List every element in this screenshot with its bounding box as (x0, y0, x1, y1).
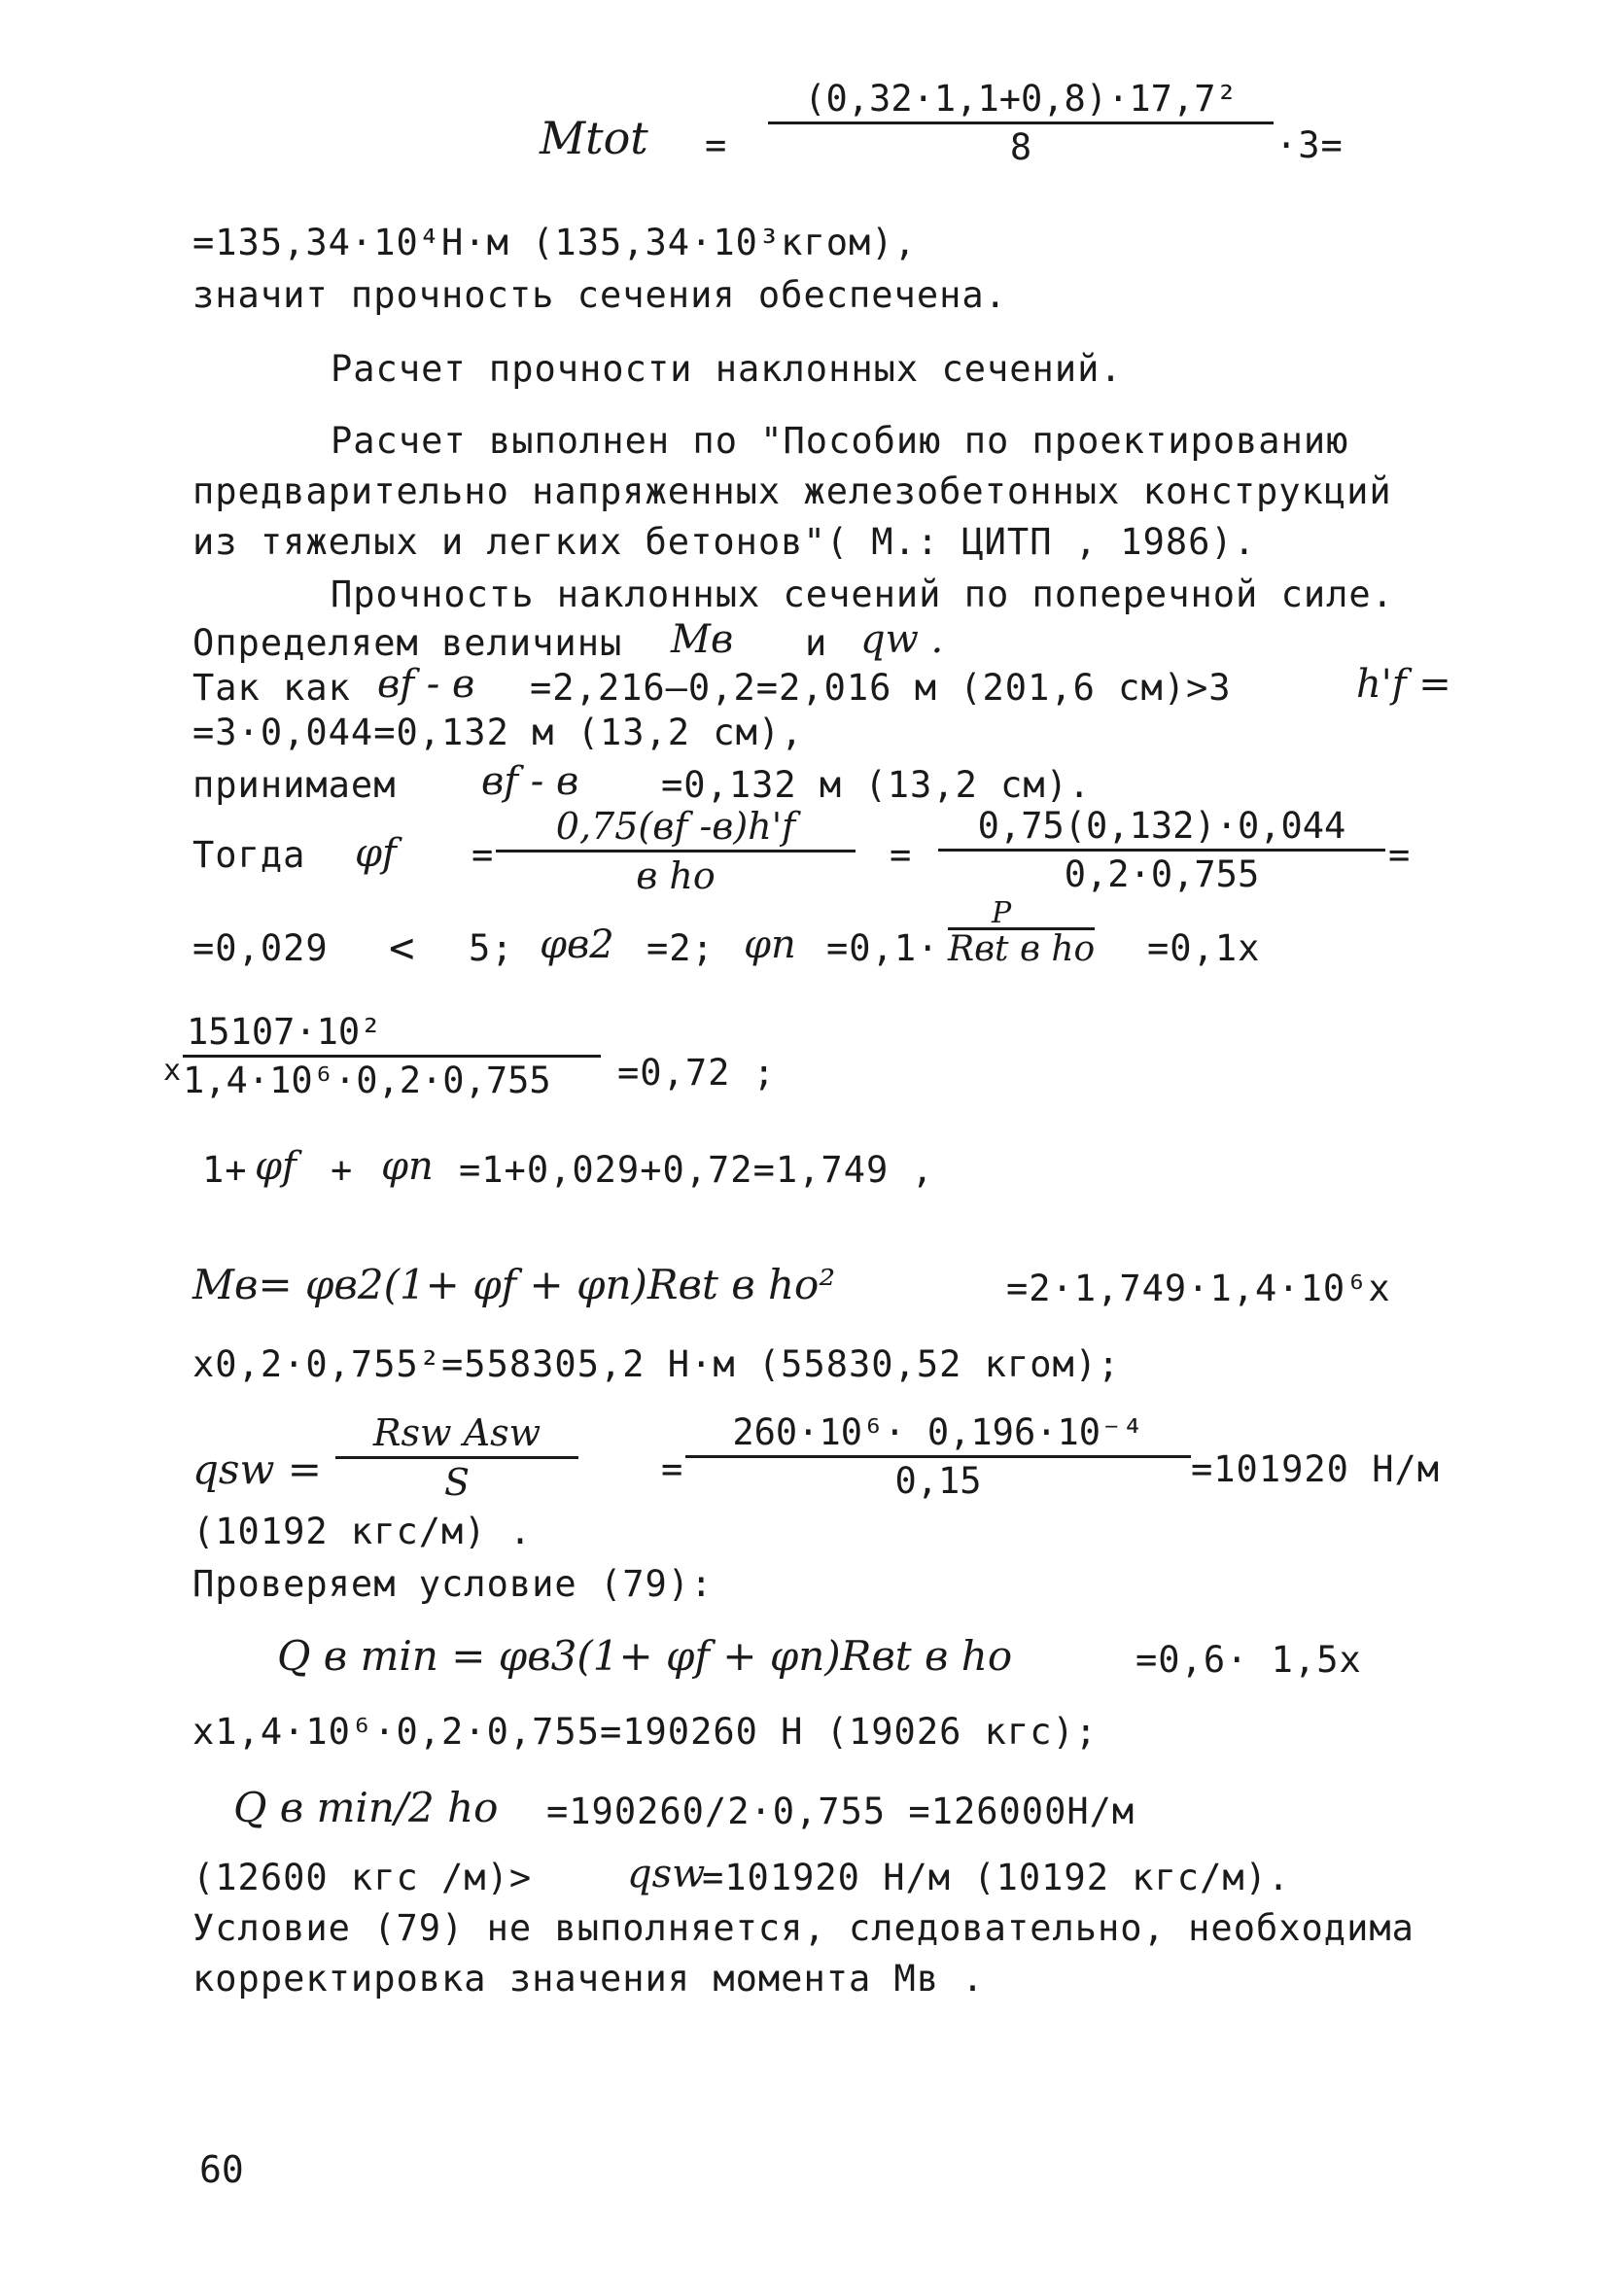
sum-phi-f: φf (255, 1144, 297, 1189)
section-title: Расчет прочности наклонных сечений. (331, 348, 1123, 390)
phi-f-tail: = (1388, 834, 1412, 876)
sum-a: 1+ (202, 1149, 248, 1191)
mtot-numerator: (0,32·1,1+0,8)·17,7² (768, 78, 1274, 124)
phi-n-symbol: φn (744, 922, 796, 967)
qratio-qsw: qsw (627, 1852, 706, 1896)
since-line-2: =3·0,044=0,132 м (13,2 см), (192, 712, 804, 753)
qratio-line-2-b: =101920 Н/м (10192 кгс/м). (702, 1857, 1291, 1898)
phi-f-eq2: = (890, 834, 913, 876)
phi-f-den-2: 0,2·0,755 (1064, 853, 1260, 895)
subsection-title: Прочность наклонных сечений по поперечной силе. (331, 574, 1394, 615)
mtot-symbol: Mtot (540, 112, 648, 164)
mtot-result: =135,34·10⁴Н·м (135,34·10³кгом), (192, 222, 917, 263)
qsw-lhs: qsw = (192, 1445, 322, 1493)
sum-phi-n: φn (381, 1144, 434, 1189)
conclusion-line-1: Условие (79) не выполняется, следовательно, необходима (192, 1907, 1415, 1949)
since-hf: h'f = (1356, 662, 1451, 707)
qratio-formula: Q в min/2 hо (233, 1784, 499, 1831)
phi-f-prefix: Тогда (192, 834, 306, 876)
qsw-den-2: 0,15 (894, 1460, 982, 1502)
check-line: Проверяем условие (79): (192, 1563, 714, 1605)
mb-line-2: x0,2·0,755²=558305,2 Н·м (55830,52 кгом); (192, 1343, 1121, 1385)
source-note-line-1: Расчет выполнен по "Пособию по проектированию (331, 420, 1349, 462)
define-qw: qw . (860, 617, 944, 662)
define-text: Определяем величины (192, 622, 623, 664)
phi-f-fraction-1 (496, 805, 856, 897)
qratio-rest: =190260/2·0,755 =126000Н/м (546, 1791, 1135, 1832)
phi-line-a: =0,029 (192, 927, 329, 969)
phi-line-lt: < (389, 923, 416, 973)
source-note-line-3: из тяжелых и легких бетонов"( М.: ЦИТП , 1986). (192, 521, 1256, 563)
phi-line-c: =2; (646, 927, 715, 969)
qsw-num-1: Rsw Asw (335, 1411, 578, 1459)
phi-line-p: P (992, 896, 1012, 930)
phi-b2-symbol: φв2 (540, 922, 614, 967)
sum-plus: + (331, 1149, 354, 1191)
mtot-denominator: 8 (1009, 126, 1032, 168)
page-number: 60 (199, 2148, 244, 2191)
phi-f-eq1: = (472, 834, 495, 876)
mtot-fraction (768, 78, 1274, 168)
qsw-result: =101920 Н/м (1191, 1448, 1441, 1490)
phi-f-num-2: 0,75(0,132)·0,044 (938, 805, 1385, 852)
phi-f-symbol: φf (355, 831, 397, 876)
qsw-den-1: S (443, 1461, 471, 1504)
qsw-kgs: (10192 кгс/м) . (192, 1511, 533, 1552)
mb-formula: Мв= φв2(1+ φf + φn)Rвt в hо² (192, 1261, 836, 1308)
phi-f-fraction-2 (938, 805, 1385, 895)
since-prefix: Так как (192, 667, 351, 709)
conclusion-line-2: корректировка значения момента Мв . (192, 1958, 985, 2000)
qbmin-line-2: x1,4·10⁶·0,2·0,755=190260 Н (19026 кгс); (192, 1711, 1099, 1753)
qsw-num-2: 260·10⁶· 0,196·10⁻⁴ (685, 1411, 1191, 1458)
qbmin-rest: =0,6· 1,5x (1135, 1639, 1362, 1681)
qsw-fraction-1 (335, 1411, 578, 1504)
phin-den: 1,4·10⁶·0,2·0,755 (183, 1060, 551, 1101)
mtot-tail: ·3= (1275, 124, 1344, 166)
phin-result: =0,72 ; (617, 1052, 776, 1094)
phi-f-den-1: в hо (636, 854, 716, 897)
since-rest: =2,216–0,2=2,016 м (201,6 см)>3 (530, 667, 1232, 709)
phin-fraction (183, 1011, 601, 1101)
phi-f-num-1: 0,75(вf -в)h'f (496, 805, 856, 852)
accept-prefix: принимаем (192, 764, 397, 806)
phi-line-d: =0,1· (826, 927, 940, 969)
source-note-line-2: предварительно напряженных железобетонных конструкций (192, 470, 1392, 512)
define-and: и (805, 622, 828, 664)
phin-x: x (163, 1054, 183, 1088)
phi-line-f: =0,1x (1147, 927, 1261, 969)
qsw-fraction-2 (685, 1411, 1191, 1502)
phi-line-b: 5; (469, 927, 514, 969)
qbmin-formula: Q в min = φв3(1+ φf + φn)Rвt в hо (277, 1632, 1013, 1680)
phin-num: 15107·10² (183, 1011, 601, 1058)
phi-line-e: Rвt в hо (948, 929, 1096, 969)
qsw-eq: = (661, 1448, 684, 1490)
define-mb: Мв (671, 617, 734, 662)
mb-rest: =2·1,749·1,4·10⁶x (1006, 1268, 1391, 1309)
sum-rest: =1+0,029+0,72=1,749 , (459, 1149, 934, 1191)
qratio-line-2-a: (12600 кгс /м)> (192, 1857, 533, 1898)
accept-expr: вf - в (481, 759, 579, 804)
accept-rest: =0,132 м (13,2 см). (661, 764, 1092, 806)
mtot-equals: = (705, 124, 728, 166)
mtot-conclusion: значит прочность сечения обеспечена. (192, 274, 1007, 316)
since-expr: вf - в (377, 662, 475, 707)
